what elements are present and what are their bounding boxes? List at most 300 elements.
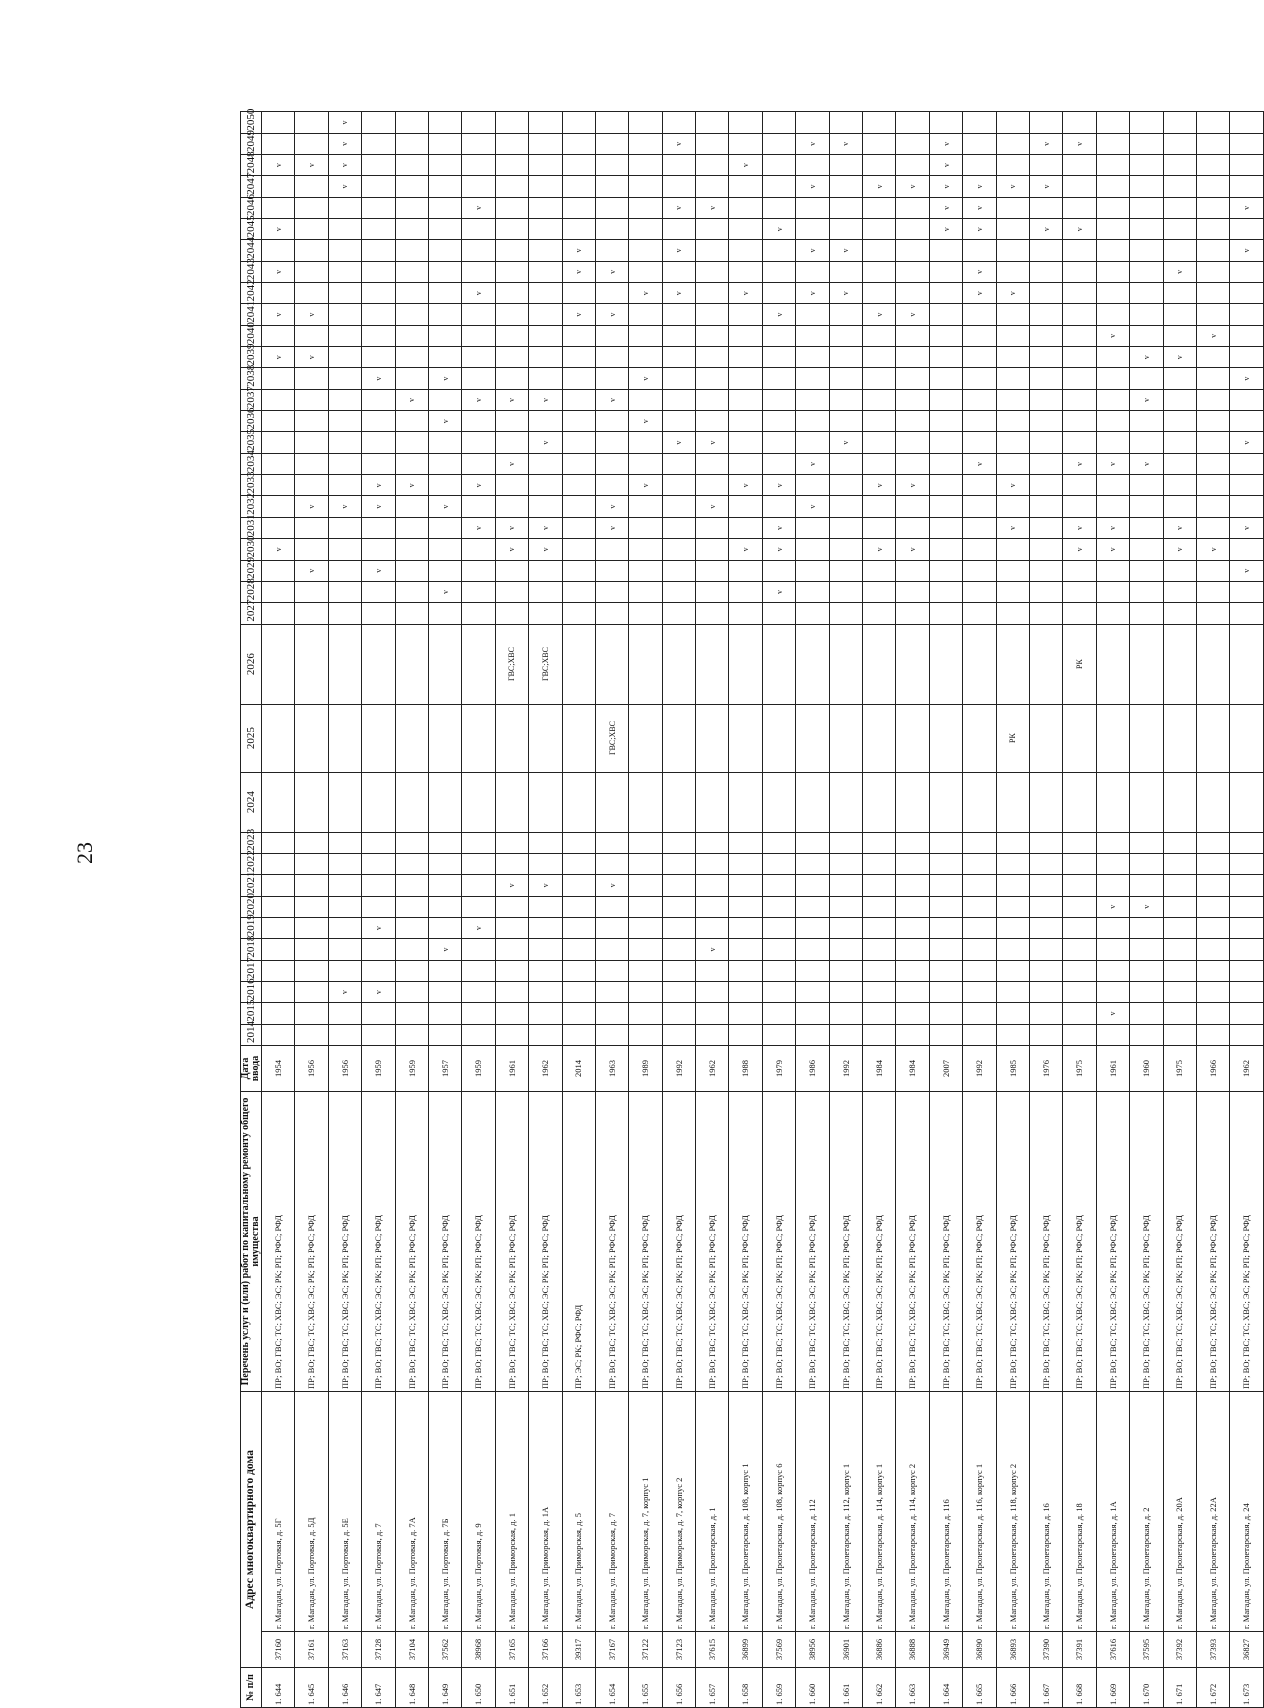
year-cell-2048 [595, 155, 628, 176]
year-cell-2014 [1063, 1024, 1096, 1045]
row-address: г. Магадан, ул. Пролетарская, д. 118, корпус 2 [996, 1392, 1029, 1632]
year-cell-2044 [462, 240, 495, 261]
year-cell-2032 [696, 496, 729, 517]
year-cell-2030 [328, 539, 361, 560]
year-cell-2020 [529, 896, 562, 917]
row-address: г. Магадан, ул. Пролетарская, д. 16 [1029, 1392, 1062, 1632]
year-cell-2039 [1230, 347, 1264, 368]
year-cell-2015 [428, 1003, 461, 1024]
year-cell-2037 [996, 389, 1029, 410]
year-cell-2029 [1029, 560, 1062, 581]
work-mark: v [1141, 461, 1151, 466]
year-cell-2025 [896, 704, 929, 772]
row-date: 1962 [529, 1046, 562, 1092]
year-cell-2029 [1096, 560, 1129, 581]
year-cell-2026 [1096, 624, 1129, 704]
year-cell-2039 [762, 347, 795, 368]
year-cell-2044 [896, 240, 929, 261]
header-year-2034: 2034 [241, 453, 262, 474]
year-cell-2050 [462, 112, 495, 133]
year-cell-2021 [395, 875, 428, 896]
year-cell-2027 [362, 603, 395, 624]
year-cell-2050 [1163, 112, 1196, 133]
year-cell-2025 [462, 704, 495, 772]
work-mark: v [774, 312, 784, 317]
year-cell-2022 [595, 853, 628, 874]
year-cell-2023 [529, 832, 562, 853]
year-cell-2039 [328, 347, 361, 368]
year-cell-2041 [1163, 304, 1196, 325]
year-cell-2043 [595, 261, 628, 282]
header-year-2025: 2025 [241, 704, 262, 772]
year-cell-2029 [1163, 560, 1196, 581]
year-cell-2049 [896, 133, 929, 154]
year-cell-2015 [562, 1003, 595, 1024]
year-cell-2032 [395, 496, 428, 517]
year-cell-2039 [662, 347, 695, 368]
year-cell-2035 [762, 432, 795, 453]
year-cell-2033 [1029, 475, 1062, 496]
year-cell-2029 [662, 560, 695, 581]
year-cell-2030 [896, 539, 929, 560]
year-cell-2032 [529, 496, 562, 517]
year-cell-2017 [929, 960, 962, 981]
table-row [1096, 112, 1129, 1708]
year-cell-2037 [963, 389, 996, 410]
year-cell-2042 [629, 283, 662, 304]
year-cell-2030 [428, 539, 461, 560]
year-cell-2049 [529, 133, 562, 154]
year-cell-2038 [328, 368, 361, 389]
year-cell-2033 [495, 475, 528, 496]
year-cell-2024 [829, 772, 862, 832]
year-cell-2040 [262, 325, 295, 346]
year-cell-2035 [1163, 432, 1196, 453]
year-cell-2047 [1029, 176, 1062, 197]
year-cell-2042 [729, 283, 762, 304]
year-cell-2016 [1096, 981, 1129, 1002]
year-cell-2028 [762, 581, 795, 602]
year-cell-2028 [295, 581, 328, 602]
row-date: 1988 [729, 1046, 762, 1092]
year-cell-2016 [395, 981, 428, 1002]
header-year-2018: 2018 [241, 939, 262, 960]
year-cell-2014 [562, 1024, 595, 1045]
year-cell-2026 [1230, 624, 1264, 704]
year-cell-2039 [562, 347, 595, 368]
year-cell-2035 [996, 432, 1029, 453]
year-cell-2038 [362, 368, 395, 389]
work-mark: v [908, 483, 918, 488]
year-cell-2020 [796, 896, 829, 917]
work-mark: v [507, 526, 517, 531]
year-cell-2042 [796, 283, 829, 304]
year-cell-2037 [428, 389, 461, 410]
year-cell-2015 [996, 1003, 1029, 1024]
year-cell-2024 [1029, 772, 1062, 832]
year-cell-2022 [796, 853, 829, 874]
year-cell-2036 [696, 411, 729, 432]
year-cell-2024 [562, 772, 595, 832]
work-mark: v [1075, 526, 1085, 531]
year-cell-2044 [662, 240, 695, 261]
repair-schedule-table [240, 108, 1264, 1708]
year-cell-2040 [462, 325, 495, 346]
year-cell-2023 [863, 832, 896, 853]
year-cell-2014 [1230, 1024, 1264, 1045]
year-cell-2038 [929, 368, 962, 389]
year-cell-2036 [1063, 411, 1096, 432]
year-cell-2018 [262, 939, 295, 960]
year-cell-2034 [629, 453, 662, 474]
year-cell-2048 [395, 155, 428, 176]
year-cell-2018 [762, 939, 795, 960]
year-cell-2022 [662, 853, 695, 874]
year-cell-2035 [1196, 432, 1229, 453]
year-cell-2020 [1163, 896, 1196, 917]
year-cell-2037 [1230, 389, 1264, 410]
year-cell-2016 [929, 981, 962, 1002]
year-cell-2035 [796, 432, 829, 453]
header-row [241, 112, 262, 1708]
year-cell-2039 [462, 347, 495, 368]
year-cell-2045 [829, 219, 862, 240]
work-mark: v [474, 926, 484, 931]
year-cell-2029 [462, 560, 495, 581]
row-num: 1. 659 [762, 1668, 795, 1708]
year-cell-2050 [829, 112, 862, 133]
row-works: ПР; ВО; ГВС; ТС; ХВС; ЭС; РК; РП; РФС; РФД [929, 1092, 962, 1392]
year-cell-2043 [629, 261, 662, 282]
year-cell-2019 [896, 917, 929, 938]
work-mark: v [407, 483, 417, 488]
work-mark: v [640, 419, 650, 424]
year-cell-2027 [1230, 603, 1264, 624]
year-cell-2021 [295, 875, 328, 896]
row-id: 37569 [762, 1632, 795, 1668]
header-year-2019: 2019 [241, 917, 262, 938]
year-cell-2047 [896, 176, 929, 197]
year-cell-2031 [1230, 517, 1264, 538]
year-cell-2046 [963, 197, 996, 218]
row-address: г. Магадан, ул. Приморская, д. 5 [562, 1392, 595, 1632]
year-cell-2020 [863, 896, 896, 917]
year-cell-2040 [963, 325, 996, 346]
year-cell-2040 [696, 325, 729, 346]
year-cell-2018 [896, 939, 929, 960]
year-cell-2044 [1163, 240, 1196, 261]
year-cell-2016 [1196, 981, 1229, 1002]
year-cell-2042 [929, 283, 962, 304]
year-cell-2014 [1130, 1024, 1163, 1045]
year-cell-2043 [963, 261, 996, 282]
year-cell-2023 [996, 832, 1029, 853]
year-cell-2040 [1163, 325, 1196, 346]
year-cell-2015 [929, 1003, 962, 1024]
year-cell-2042 [1230, 283, 1264, 304]
year-cell-2017 [495, 960, 528, 981]
year-cell-2038 [495, 368, 528, 389]
year-cell-2016 [1230, 981, 1264, 1002]
year-cell-2027 [562, 603, 595, 624]
work-mark: v [440, 947, 450, 952]
year-cell-2040 [729, 325, 762, 346]
year-cell-2046 [395, 197, 428, 218]
year-cell-2021 [462, 875, 495, 896]
year-cell-2015 [595, 1003, 628, 1024]
year-cell-2033 [395, 475, 428, 496]
year-cell-2037 [262, 389, 295, 410]
year-cell-2035 [328, 432, 361, 453]
year-cell-2014 [529, 1024, 562, 1045]
year-cell-2019 [1130, 917, 1163, 938]
row-address: г. Магадан, ул. Пролетарская, д. 112, корпус 1 [829, 1392, 862, 1632]
work-mark: v [874, 483, 884, 488]
year-cell-2041 [863, 304, 896, 325]
table-row [696, 112, 729, 1708]
year-cell-2018 [729, 939, 762, 960]
year-cell-2049 [662, 133, 695, 154]
table-row [1230, 112, 1264, 1708]
year-cell-2048 [362, 155, 395, 176]
work-mark: v [340, 163, 350, 168]
year-cell-2042 [428, 283, 461, 304]
year-cell-2027 [896, 603, 929, 624]
year-cell-2048 [1130, 155, 1163, 176]
year-cell-2045 [929, 219, 962, 240]
year-cell-2024 [428, 772, 461, 832]
table-row [595, 112, 628, 1708]
row-id: 37595 [1130, 1632, 1163, 1668]
year-cell-2024 [1063, 772, 1096, 832]
year-cell-2016 [796, 981, 829, 1002]
row-num: 1. 648 [395, 1668, 428, 1708]
year-cell-2027 [1196, 603, 1229, 624]
row-num: 1. 670 [1130, 1668, 1163, 1708]
year-cell-2038 [462, 368, 495, 389]
year-cell-2033 [796, 475, 829, 496]
year-cell-2033 [629, 475, 662, 496]
work-mark: v [741, 547, 751, 552]
header-works: Перечень услуг и (или) работ по капитальному ремонту общего имущества [241, 1092, 262, 1392]
work-mark: v [607, 269, 617, 274]
year-cell-2022 [1029, 853, 1062, 874]
year-cell-2026 [1163, 624, 1196, 704]
year-cell-2044 [696, 240, 729, 261]
year-cell-2026 [762, 624, 795, 704]
work-mark: v [941, 227, 951, 232]
year-cell-2023 [462, 832, 495, 853]
year-cell-2047 [562, 176, 595, 197]
year-cell-2019 [395, 917, 428, 938]
year-cell-2026 [295, 624, 328, 704]
year-cell-2029 [896, 560, 929, 581]
year-cell-2027 [863, 603, 896, 624]
year-cell-2048 [996, 155, 1029, 176]
year-cell-2049 [595, 133, 628, 154]
year-cell-2035 [696, 432, 729, 453]
year-cell-2031 [428, 517, 461, 538]
row-id: 36899 [729, 1632, 762, 1668]
year-cell-2040 [629, 325, 662, 346]
year-cell-2050 [762, 112, 795, 133]
year-cell-2049 [1130, 133, 1163, 154]
year-cell-2024 [1130, 772, 1163, 832]
year-cell-2029 [1230, 560, 1264, 581]
year-cell-2018 [595, 939, 628, 960]
year-cell-2045 [996, 219, 1029, 240]
year-cell-2034 [796, 453, 829, 474]
year-cell-2033 [1230, 475, 1264, 496]
work-mark: v [741, 291, 751, 296]
work-mark: v [507, 461, 517, 466]
table-row [1063, 112, 1096, 1708]
work-mark: v [807, 291, 817, 296]
year-cell-2031 [262, 517, 295, 538]
year-cell-2034 [1029, 453, 1062, 474]
year-cell-2028 [562, 581, 595, 602]
year-cell-2031 [762, 517, 795, 538]
year-cell-2028 [1096, 581, 1129, 602]
year-cell-2025 [863, 704, 896, 772]
year-cell-2050 [1196, 112, 1229, 133]
year-cell-2025 [295, 704, 328, 772]
year-cell-2039 [996, 347, 1029, 368]
year-cell-2033 [428, 475, 461, 496]
year-cell-2019 [362, 917, 395, 938]
year-cell-2019 [762, 917, 795, 938]
year-cell-2043 [729, 261, 762, 282]
work-mark: v [474, 205, 484, 210]
year-cell-2041 [595, 304, 628, 325]
row-works: ПР; ВО; ГВС; ТС; ХВС; ЭС; РК; РП; РФС; РФД [395, 1092, 428, 1392]
work-mark: v [1242, 526, 1252, 531]
year-cell-2031 [328, 517, 361, 538]
year-cell-2041 [662, 304, 695, 325]
work-mark: v [640, 376, 650, 381]
year-cell-2045 [1196, 219, 1229, 240]
year-cell-2018 [1196, 939, 1229, 960]
year-cell-2043 [662, 261, 695, 282]
year-cell-2027 [829, 603, 862, 624]
year-cell-2034 [729, 453, 762, 474]
year-cell-2050 [595, 112, 628, 133]
header-num: № п/п [241, 1668, 262, 1708]
year-cell-2018 [1096, 939, 1129, 960]
year-cell-2040 [1230, 325, 1264, 346]
year-cell-2050 [1130, 112, 1163, 133]
year-cell-2048 [796, 155, 829, 176]
year-cell-2023 [896, 832, 929, 853]
year-cell-2042 [1063, 283, 1096, 304]
year-cell-2023 [262, 832, 295, 853]
year-cell-2037 [696, 389, 729, 410]
year-cell-2016 [696, 981, 729, 1002]
year-cell-2048 [829, 155, 862, 176]
year-cell-2043 [562, 261, 595, 282]
work-mark: ГВС;ХВС [507, 647, 517, 682]
year-cell-2028 [929, 581, 962, 602]
year-cell-2041 [529, 304, 562, 325]
work-mark: v [974, 205, 984, 210]
year-cell-2021 [729, 875, 762, 896]
year-cell-2049 [1029, 133, 1062, 154]
year-cell-2050 [1096, 112, 1129, 133]
row-date: 1966 [1196, 1046, 1229, 1092]
row-works: ПР; ВО; ГВС; ТС; ХВС; ЭС; РК; РП; РФС; РФД [595, 1092, 628, 1392]
year-cell-2041 [328, 304, 361, 325]
year-cell-2040 [428, 325, 461, 346]
year-cell-2034 [295, 453, 328, 474]
year-cell-2042 [762, 283, 795, 304]
year-cell-2020 [462, 896, 495, 917]
year-cell-2015 [696, 1003, 729, 1024]
year-cell-2016 [1063, 981, 1096, 1002]
year-cell-2015 [1029, 1003, 1062, 1024]
row-num: 1. 652 [529, 1668, 562, 1708]
year-cell-2036 [629, 411, 662, 432]
year-cell-2019 [529, 917, 562, 938]
row-address: г. Магадан, ул. Пролетарская, д. 20А [1163, 1392, 1196, 1632]
year-cell-2028 [963, 581, 996, 602]
year-cell-2048 [762, 155, 795, 176]
year-cell-2028 [896, 581, 929, 602]
year-cell-2027 [1063, 603, 1096, 624]
row-address: г. Магадан, ул. Пролетарская, д. 108, корпус 1 [729, 1392, 762, 1632]
year-cell-2036 [829, 411, 862, 432]
work-mark: v [540, 397, 550, 402]
work-mark: v [974, 461, 984, 466]
year-cell-2017 [963, 960, 996, 981]
year-cell-2050 [662, 112, 695, 133]
year-cell-2040 [863, 325, 896, 346]
header-year-2030: 2030 [241, 539, 262, 560]
year-cell-2016 [262, 981, 295, 1002]
year-cell-2036 [495, 411, 528, 432]
year-cell-2015 [395, 1003, 428, 1024]
header-year-2028: 2028 [241, 581, 262, 602]
year-cell-2037 [529, 389, 562, 410]
year-cell-2047 [696, 176, 729, 197]
year-cell-2045 [395, 219, 428, 240]
year-cell-2036 [362, 411, 395, 432]
year-cell-2041 [1029, 304, 1062, 325]
work-mark: v [607, 526, 617, 531]
year-cell-2038 [896, 368, 929, 389]
year-cell-2019 [562, 917, 595, 938]
year-cell-2049 [729, 133, 762, 154]
year-cell-2021 [629, 875, 662, 896]
year-cell-2018 [929, 939, 962, 960]
year-cell-2036 [428, 411, 461, 432]
year-cell-2015 [1196, 1003, 1229, 1024]
year-cell-2032 [829, 496, 862, 517]
year-cell-2046 [1230, 197, 1264, 218]
work-mark: v [1041, 184, 1051, 189]
year-cell-2030 [863, 539, 896, 560]
row-works: ПР; ВО; ГВС; ТС; ХВС; ЭС; РК; РП; РФС; РФД [1096, 1092, 1129, 1392]
year-cell-2044 [1063, 240, 1096, 261]
year-cell-2034 [896, 453, 929, 474]
year-cell-2017 [595, 960, 628, 981]
work-mark: v [1008, 291, 1018, 296]
year-cell-2035 [529, 432, 562, 453]
year-cell-2045 [362, 219, 395, 240]
year-cell-2029 [1063, 560, 1096, 581]
year-cell-2020 [996, 896, 1029, 917]
row-num: 1. 645 [295, 1668, 328, 1708]
table-row [863, 112, 896, 1708]
